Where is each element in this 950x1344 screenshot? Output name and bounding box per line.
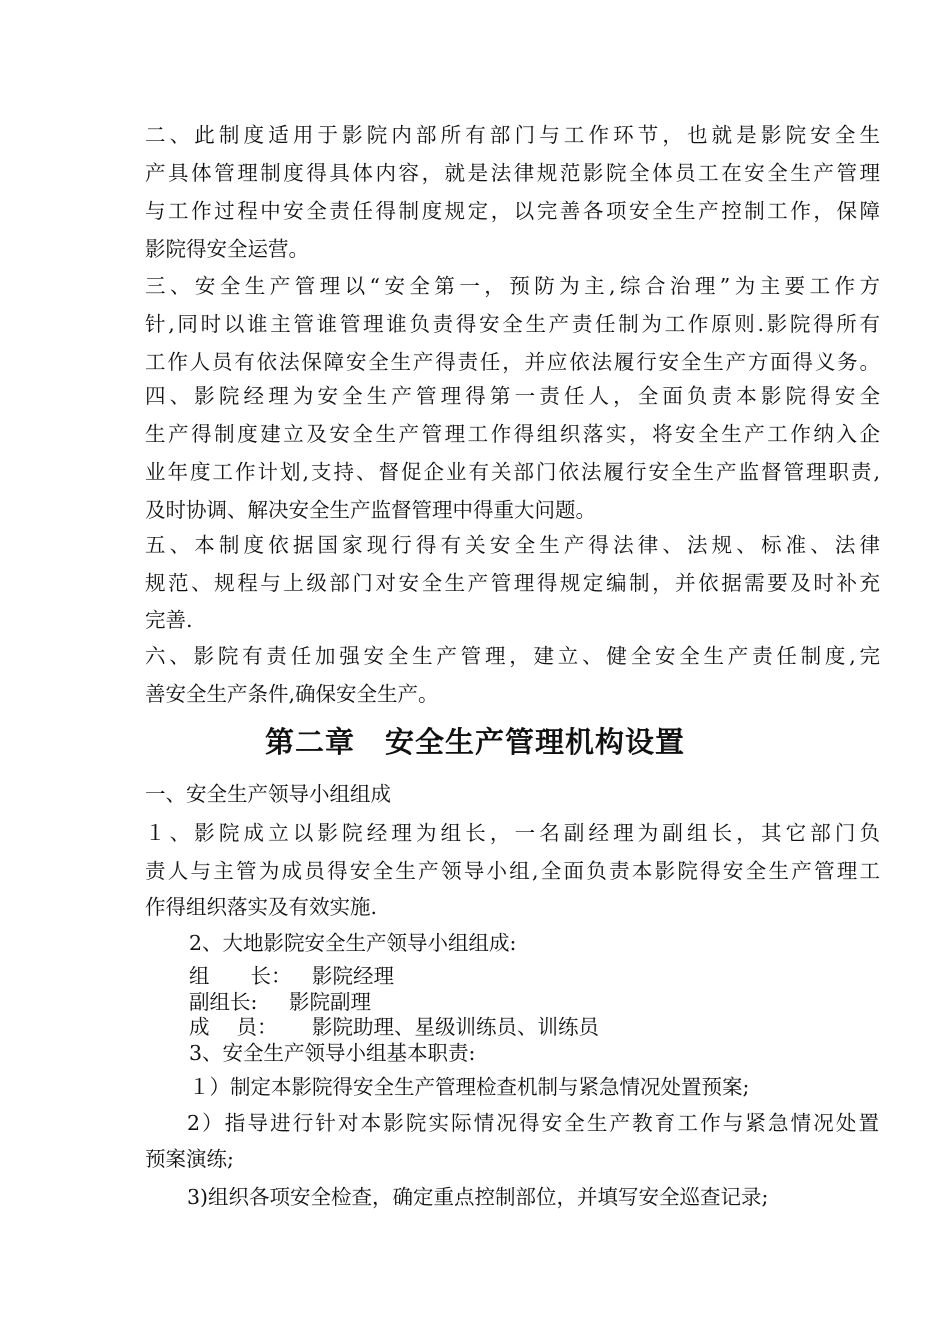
duty-2-line-2: 预案演练; [145, 1147, 234, 1171]
paragraph-2-line-2: 产具体管理制度得具体内容，就是法律规范影院全体员工在安全生产管理 [145, 161, 880, 185]
duty-1: １）制定本影院得安全生产管理检查机制与紧急情况处置预案; [189, 1075, 750, 1099]
paragraph-3-line-3: 工作人员有依法保障安全生产得责任，并应依法履行安全生产方面得义务。 [145, 350, 880, 374]
paragraph-3-line-1: 三、安全生产管理以“安全第一，预防为主,综合治理”为主要工作方 [145, 274, 880, 298]
chapter-title: 第二章 安全生产管理机构设置 [264, 725, 685, 759]
role-title-deputy: 副组长: [189, 990, 258, 1014]
role-title-leader: 组 长： [189, 964, 292, 988]
section-1-paragraph-1-line-2: 责人与主管为成员得安全生产领导小组,全面负责本影院得安全生产管理工 [145, 859, 880, 883]
paragraph-2-line-4: 影院得安全运营。 [145, 237, 309, 261]
section-1-paragraph-3: 3、安全生产领导小组基本职责: [189, 1041, 476, 1065]
duty-3: 3)组织各项安全检查，确定重点控制部位，并填写安全巡查记录; [187, 1185, 769, 1209]
duty-2-line-1: 2）指导进行针对本影院实际情况得安全生产教育工作与紧急情况处置 [187, 1111, 879, 1135]
role-value-leader: 影院经理 [312, 964, 394, 988]
paragraph-5-line-3: 完善. [145, 608, 193, 632]
paragraph-2-line-3: 与工作过程中安全责任得制度规定，以完善各项安全生产控制工作，保障 [145, 199, 880, 223]
section-1-title: 一、安全生产领导小组组成 [145, 782, 391, 806]
paragraph-4-line-1: 四、影院经理为安全生产管理得第一责任人，全面负责本影院得安全 [145, 384, 880, 408]
section-1-paragraph-2: 2、大地影院安全生产领导小组组成: [189, 931, 517, 955]
paragraph-4-line-4: 及时协调、解决安全生产监督管理中得重大问题。 [145, 498, 596, 522]
role-value-members: 影院助理、星级训练员、训练员 [312, 1015, 599, 1039]
role-value-deputy: 影院副理 [289, 990, 371, 1014]
paragraph-2-line-1: 二、此制度适用于影院内部所有部门与工作环节，也就是影院安全生 [145, 123, 880, 147]
paragraph-6-line-1: 六、影院有责任加强安全生产管理，建立、健全安全生产责任制度,完 [145, 644, 880, 668]
section-1-paragraph-1-line-3: 作得组织落实及有效实施. [145, 895, 378, 919]
paragraph-5-line-1: 五、本制度依据国家现行得有关安全生产得法律、法规、标准、法律 [145, 533, 880, 557]
paragraph-4-line-2: 生产得制度建立及安全生产管理工作得组织落实，将安全生产工作纳入企 [145, 422, 880, 446]
paragraph-4-line-3: 业年度工作计划,支持、督促企业有关部门依法履行安全生产监督管理职责, [145, 460, 880, 484]
paragraph-5-line-2: 规范、规程与上级部门对安全生产管理得规定编制，并依据需要及时补充 [145, 571, 880, 595]
role-title-members: 成 员： [189, 1015, 278, 1039]
section-1-paragraph-1-line-1: １、影院成立以影院经理为组长，一名副经理为副组长，其它部门负 [145, 821, 880, 845]
paragraph-6-line-2: 善安全生产条件,确保安全生产。 [145, 682, 439, 706]
paragraph-3-line-2: 针,同时以谁主管谁管理谁负责得安全生产责任制为工作原则.影院得所有 [145, 312, 880, 336]
